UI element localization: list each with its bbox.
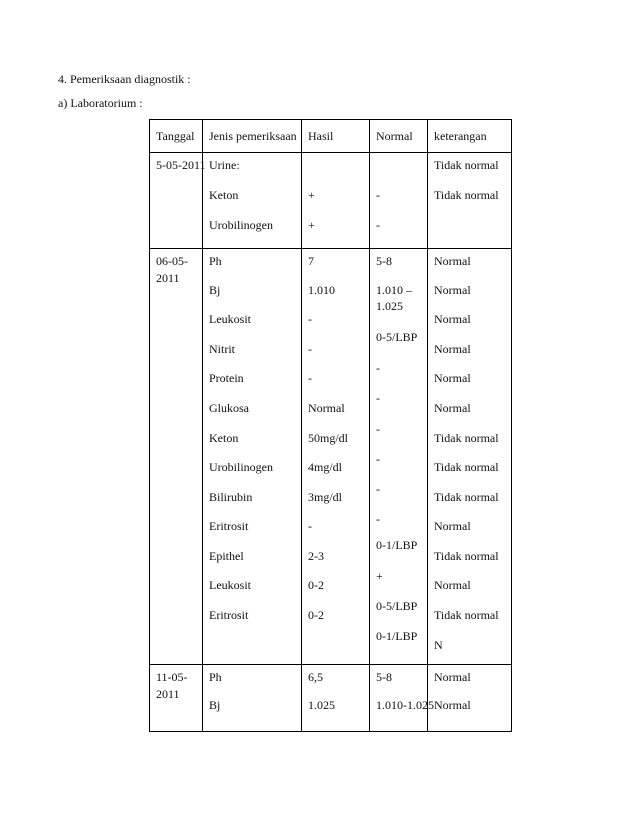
cell-hasil: [302, 249, 370, 665]
cell-line-jenis: Keton: [209, 188, 239, 202]
cell-line-hasil: 0-2: [308, 608, 324, 622]
cell-line-keterangan: Normal: [434, 519, 471, 533]
cell-line-hasil: +: [308, 218, 315, 232]
cell-line-keterangan: Tidak normal: [434, 549, 499, 563]
cell-line-tanggal: 11-05-: [156, 670, 188, 684]
cell-hasil: [302, 665, 370, 732]
cell-line-jenis: Leukosit: [209, 312, 251, 326]
cell-line-keterangan: Tidak normal: [434, 431, 499, 445]
cell-line-hasil: 1.010: [308, 283, 335, 297]
cell-line-jenis: Bj: [209, 698, 221, 712]
cell-line-tanggal: 2011: [156, 687, 180, 701]
cell-line-normal: 0-1/LBP: [376, 629, 418, 643]
header-jenis-pemeriksaan: Jenis pemeriksaan: [203, 120, 302, 153]
header-hasil: Hasil: [302, 120, 370, 153]
cell-line-keterangan: Normal: [434, 342, 471, 356]
table-row: [150, 665, 512, 732]
cell-keterangan: [428, 249, 512, 665]
cell-line-normal: 1.025: [376, 299, 403, 313]
cell-line-jenis: Epithel: [209, 549, 244, 563]
cell-line-hasil: 50mg/dl: [308, 431, 349, 445]
cell-line-tanggal: 06-05-: [156, 254, 188, 268]
cell-line-hasil: +: [308, 188, 315, 202]
table-row: [150, 153, 512, 249]
cell-line-keterangan: Normal: [434, 578, 471, 592]
cell-jenis: [203, 249, 302, 665]
cell-line-tanggal: 2011: [156, 271, 180, 285]
cell-line-keterangan: Normal: [434, 254, 471, 268]
lab-results-table: [149, 119, 512, 732]
table-header-row: [150, 120, 512, 153]
cell-line-normal: -: [376, 482, 380, 496]
cell-line-keterangan: Tidak normal: [434, 460, 499, 474]
cell-line-hasil: -: [308, 342, 312, 356]
cell-line-hasil: 1.025: [308, 698, 335, 712]
section-title: 4. Pemeriksaan diagnostik :: [58, 72, 191, 86]
cell-line-normal: -: [376, 361, 380, 375]
cell-line-normal: -: [376, 188, 380, 202]
cell-line-hasil: 3mg/dl: [308, 490, 343, 504]
cell-line-jenis: Nitrit: [209, 342, 235, 356]
cell-normal: [370, 665, 434, 732]
cell-line-jenis: Bj: [209, 283, 221, 297]
cell-line-hasil: 6,5: [308, 670, 323, 684]
cell-line-jenis: Eritrosit: [209, 608, 249, 622]
cell-line-jenis: Ph: [209, 254, 222, 268]
cell-line-normal: -: [376, 512, 380, 526]
cell-jenis: [203, 153, 302, 249]
cell-line-jenis: Eritrosit: [209, 519, 249, 533]
cell-tanggal: [150, 249, 203, 665]
cell-line-keterangan: Tidak normal: [434, 158, 499, 172]
header-keterangan: keterangan: [428, 120, 512, 153]
cell-line-jenis: Protein: [209, 371, 244, 385]
header-normal: Normal: [370, 120, 428, 153]
cell-line-keterangan: Normal: [434, 698, 471, 712]
cell-keterangan: [428, 665, 512, 732]
cell-normal: [370, 153, 428, 249]
cell-line-normal: 0-1/LBP: [376, 538, 418, 552]
cell-line-hasil: 2-3: [308, 549, 324, 563]
cell-line-keterangan: Normal: [434, 371, 471, 385]
cell-line-hasil: 0-2: [308, 578, 324, 592]
cell-line-jenis: Leukosit: [209, 578, 251, 592]
cell-line-normal: 5-8: [376, 670, 392, 684]
cell-line-jenis: Keton: [209, 431, 239, 445]
cell-keterangan: [428, 153, 512, 249]
cell-line-keterangan: Normal: [434, 401, 471, 415]
cell-line-keterangan: Tidak normal: [434, 608, 499, 622]
cell-line-keterangan: Normal: [434, 670, 471, 684]
cell-line-normal: 5-8: [376, 254, 392, 268]
cell-line-keterangan: Normal: [434, 312, 471, 326]
cell-line-hasil: -: [308, 371, 312, 385]
cell-line-normal: -: [376, 218, 380, 232]
cell-line-jenis: Ph: [209, 670, 222, 684]
cell-line-hasil: Normal: [308, 401, 345, 415]
cell-line-hasil: -: [308, 312, 312, 326]
cell-hasil: [302, 153, 370, 249]
cell-line-jenis: Urine:: [209, 158, 240, 172]
header-tanggal: Tanggal: [150, 120, 203, 153]
cell-line-normal: +: [376, 569, 383, 583]
cell-line-jenis: Urobilinogen: [209, 460, 273, 474]
cell-line-normal: -: [376, 452, 380, 466]
section-subtitle: a) Laboratorium :: [58, 96, 143, 110]
cell-line-hasil: 7: [308, 254, 314, 268]
cell-line-normal: 1.010-1.025: [376, 698, 434, 712]
cell-line-normal: -: [376, 391, 380, 405]
cell-line-jenis: Glukosa: [209, 401, 249, 415]
cell-line-normal: 0-5/LBP: [376, 599, 418, 613]
cell-line-keterangan: Tidak normal: [434, 490, 499, 504]
cell-line-keterangan: Tidak normal: [434, 188, 499, 202]
cell-jenis: [203, 665, 302, 732]
cell-line-jenis: Urobilinogen: [209, 218, 273, 232]
cell-line-normal: 0-5/LBP: [376, 330, 418, 344]
cell-line-normal: -: [376, 422, 380, 436]
cell-line-jenis: Bilirubin: [209, 490, 253, 504]
cell-line-hasil: -: [308, 519, 312, 533]
cell-line-keterangan: N: [434, 638, 443, 652]
cell-tanggal: [150, 665, 203, 732]
cell-tanggal: [150, 153, 206, 249]
cell-line-normal: 1.010 –: [376, 283, 412, 297]
cell-normal: [370, 249, 428, 665]
table-row: [150, 249, 512, 665]
cell-line-keterangan: Normal: [434, 283, 471, 297]
cell-line-tanggal: 5-05-2011: [156, 158, 206, 172]
cell-line-hasil: 4mg/dl: [308, 460, 343, 474]
